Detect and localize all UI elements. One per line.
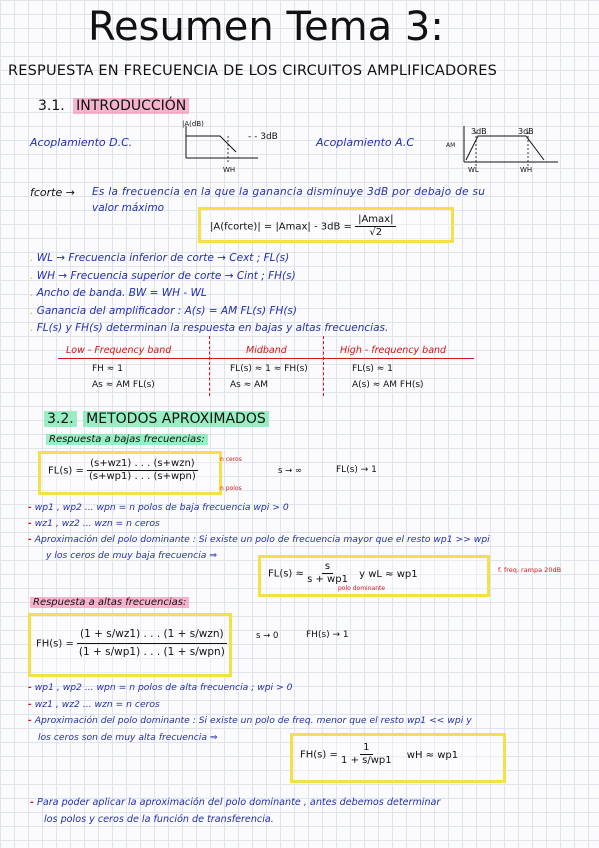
low-item: - Aproximación del polo dominante : Si existe un polo de frecuencia mayor que el resto wp1 >> wpi [28, 534, 490, 545]
definition-item: . WL → Frecuencia inferior de corte → Cext ; FL(s) [30, 252, 290, 264]
high-item: - wp1 , wp2 ... wpn = n polos de alta frecuencia ; wpi > 0 [28, 682, 293, 693]
high-item: los ceros son de muy alta frecuencia ⇒ [38, 731, 218, 743]
section-3-1-label: INTRODUCCIÓN [73, 98, 189, 114]
high-limit: s → 0 [256, 631, 279, 641]
high-item: - Aproximación del polo dominante : Si existe un polo de freq. menor que el resto wp1 << wpi y [28, 715, 472, 726]
fcorte-equation: |A(fcorte)| = |Amax| - 3dB = $\frac{|Amax|}{√2}$ [210, 214, 396, 239]
bands-cell: As ≈ AM FL(s) [92, 380, 155, 390]
bands-cell: As ≈ AM [230, 380, 269, 390]
low-frequency-heading: Respuesta a bajas frecuencias: [46, 434, 208, 445]
dc-response-graph [178, 122, 298, 176]
definition-item: . Ganancia del amplificador : A(s) = AM FL(s) FH(s) [30, 304, 298, 317]
ac-am-label: AM [446, 142, 456, 149]
low-item: - wz1 , wz2 ... wzn = n ceros [28, 518, 160, 529]
bands-cell: FL(s) ≈ 1 ≈ FH(s) [230, 364, 308, 374]
bands-cell: FL(s) ≈ 1 [352, 364, 393, 374]
high-frequency-heading: Respuesta a altas frecuencias: [30, 597, 189, 608]
bands-cell: A(s) ≈ AM FH(s) [352, 380, 424, 390]
high-limit-result: FH(s) → 1 [306, 630, 349, 640]
high-dominant-equation: FH(s) = $\frac{1}{1 + s/wp1}$ wH ≈ wp1 [300, 742, 459, 766]
freq-note: f. freq. rampa 20dB [498, 566, 562, 574]
polo-dominante-note: polo dominante [338, 585, 386, 592]
low-dominant-equation: FL(s) ≈ $\frac{s}{s + wp1}$ y wL ≈ wp1 [268, 561, 418, 585]
section-3-2-label: METODOS APROXIMADOS [83, 411, 269, 427]
bands-header-mid: Midband [246, 345, 287, 356]
bands-table-hline [58, 358, 474, 359]
fcorte-definition-line1: Es la frecuencia en la que la ganancia disminuye 3dB por debajo de su [92, 186, 486, 198]
low-item: - wp1 , wp2 ... wpn = n polos de baja frecuencia wpi > 0 [28, 502, 289, 513]
fcorte-definition-line2: valor máximo [92, 202, 165, 214]
bands-table-vline-2 [323, 336, 324, 396]
dc-3db-label: - - 3dB [248, 132, 278, 142]
final-note: - Para poder aplicar la aproximación del polo dominante , antes debemos determinar los polos y ceros de la función de transferencia. [30, 797, 441, 825]
ac-3db-right: 3dB [518, 127, 534, 136]
ac-3db-left: 3dB [471, 127, 487, 136]
fcorte-label: fcorte → [30, 186, 75, 199]
fh-equation: FH(s) = $\frac{\text{(1 + s/wz1) . . . (1 + s/wzn)}}{\text{(1 + s/wp1) . . . (1 + s/wpn)}}$ [36, 628, 225, 658]
dc-coupling-label: Acoplamiento D.C. [30, 136, 133, 149]
definitions-list [30, 250, 388, 338]
dc-axis-label: |A(dB) [182, 120, 204, 128]
high-item: - wz1 , wz2 ... wzn = n ceros [28, 698, 160, 710]
bands-header-high: High - frequency band [340, 345, 447, 356]
low-item: y los ceros de muy baja frecuencia ⇒ [46, 550, 218, 561]
low-limit: s → ∞ [278, 466, 303, 476]
section-3-1-number: 3.1. [38, 98, 65, 114]
n-polos-note: n polos [220, 485, 242, 492]
ac-wl-label: WL [468, 166, 479, 174]
n-ceros-note: n ceros [220, 456, 242, 463]
section-3-2-number: 3.2. [44, 411, 77, 427]
page-subtitle: RESPUESTA EN FRECUENCIA DE LOS CIRCUITOS AMPLIFICADORES [8, 63, 498, 79]
section-3-1-heading [38, 98, 189, 114]
definition-item: . Ancho de banda. BW = WH - WL [30, 287, 207, 299]
bands-cell: FH ≈ 1 [92, 364, 123, 374]
section-3-2-heading [44, 411, 269, 427]
ac-coupling-label: Acoplamiento A.C [316, 136, 415, 149]
dc-wh-label: WH [223, 166, 236, 174]
fl-equation: FL(s) = $\frac{\text{(s+wz1) . . . (s+wzn)}}{\text{(s+wp1) . . . (s+wpn)}}$ [48, 458, 196, 482]
definition-item: . FL(s) y FH(s) determinan la respuesta en bajas y altas frecuencias. [30, 322, 389, 334]
low-limit-result: FL(s) → 1 [336, 465, 377, 475]
bands-table-vline-1 [209, 336, 210, 396]
definition-item: . WH → Frecuencia superior de corte → Cint ; FH(s) [30, 269, 296, 282]
ac-wh-label: WH [520, 166, 533, 174]
bands-header-low: Low - Frequency band [66, 345, 172, 356]
page-title: Resumen Tema 3: [88, 4, 444, 50]
